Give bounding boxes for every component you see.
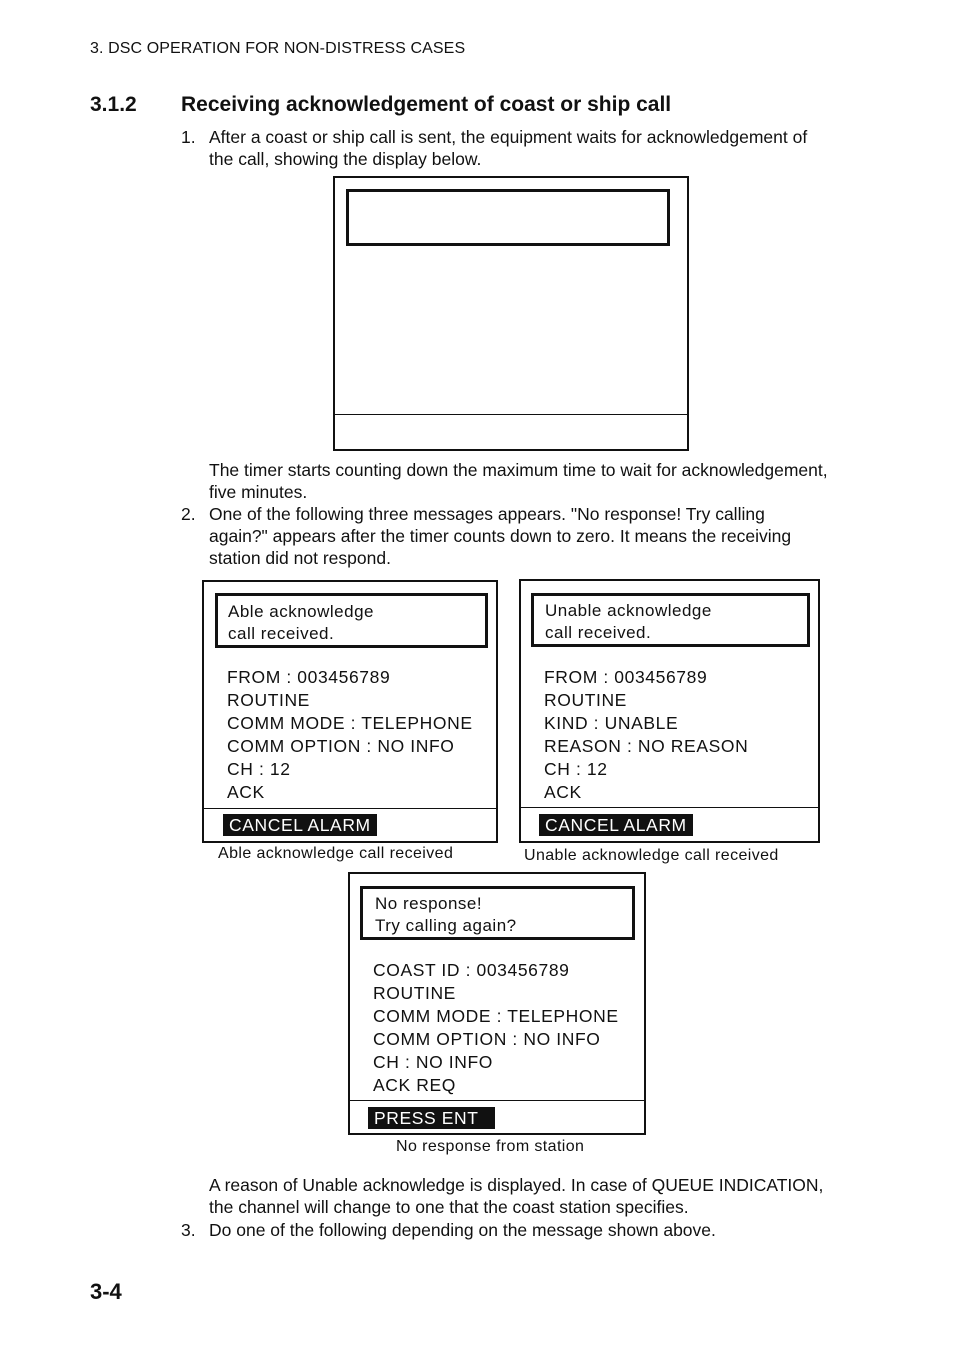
running-head: 3. DSC OPERATION FOR NON-DISTRESS CASES xyxy=(90,40,466,57)
able-ack-header-line: call received. xyxy=(228,624,335,643)
no-response-press-ent-softkey: PRESS ENT xyxy=(368,1107,495,1129)
no-response-header-line: No response! xyxy=(375,894,483,913)
waiting-display-header-box xyxy=(346,189,670,246)
timer-note-line: The timer starts counting down the maximum time to wait for acknowledgement, xyxy=(209,460,828,480)
step-3-line: Do one of the following depending on the message shown above. xyxy=(209,1220,716,1240)
unable-ack-header-line: Unable acknowledge xyxy=(545,601,712,620)
step-2-line: again?" appears after the timer counts down to zero. It means the receiving xyxy=(209,526,792,546)
unable-ack-header-box xyxy=(531,593,810,647)
step-1-text xyxy=(209,126,807,170)
able-ack-caption: Able acknowledge call received xyxy=(218,845,454,862)
no-response-divider xyxy=(350,1100,644,1101)
able-ack-body xyxy=(227,666,473,804)
able-ack-line: FROM : 003456789 xyxy=(227,667,391,687)
reason-note-line: the channel will change to one that the coast station specifies. xyxy=(209,1197,689,1217)
able-ack-line: ROUTINE xyxy=(227,690,310,710)
no-response-line: COMM MODE : TELEPHONE xyxy=(373,1006,619,1026)
reason-note-line: A reason of Unable acknowledge is displayed. In case of QUEUE INDICATION, xyxy=(209,1175,824,1195)
unable-ack-line: CH : 12 xyxy=(544,759,608,779)
able-ack-line: ACK xyxy=(227,782,265,802)
unable-ack-cancel-alarm-softkey: CANCEL ALARM xyxy=(539,814,693,836)
unable-ack-line: KIND : UNABLE xyxy=(544,713,679,733)
unable-ack-divider xyxy=(521,807,818,808)
able-ack-line: COMM MODE : TELEPHONE xyxy=(227,713,473,733)
no-response-header-box xyxy=(360,886,635,940)
waiting-display-divider xyxy=(335,414,687,415)
no-response-screen xyxy=(348,872,646,1135)
step-2-number: 2. xyxy=(181,504,196,524)
unable-ack-line: FROM : 003456789 xyxy=(544,667,708,687)
no-response-line: ROUTINE xyxy=(373,983,456,1003)
page-number: 3-4 xyxy=(90,1279,122,1304)
unable-ack-caption: Unable acknowledge call received xyxy=(524,847,779,864)
no-response-line: COMM OPTION : NO INFO xyxy=(373,1029,601,1049)
able-ack-divider xyxy=(204,808,496,809)
able-ack-header-box xyxy=(215,593,488,648)
step-2-text xyxy=(209,503,791,569)
reason-note xyxy=(209,1174,823,1218)
able-ack-header-line: Able acknowledge xyxy=(228,602,374,621)
unable-ack-line: ACK xyxy=(544,782,582,802)
unable-ack-line: REASON : NO REASON xyxy=(544,736,749,756)
no-response-caption: No response from station xyxy=(396,1138,585,1155)
step-1-line: the call, showing the display below. xyxy=(209,149,482,169)
unable-ack-body xyxy=(544,666,748,804)
step-3-number: 3. xyxy=(181,1220,196,1240)
step-2-line: One of the following three messages appears. "No response! Try calling xyxy=(209,504,765,524)
section-number: 3.1.2 xyxy=(90,93,137,116)
no-response-line: COAST ID : 003456789 xyxy=(373,960,570,980)
unable-ack-screen xyxy=(519,579,820,843)
able-ack-line: COMM OPTION : NO INFO xyxy=(227,736,455,756)
step-2-line: station did not respond. xyxy=(209,548,391,568)
unable-ack-line: ROUTINE xyxy=(544,690,627,710)
step-1-number: 1. xyxy=(181,127,196,147)
unable-ack-header-line: call received. xyxy=(545,623,652,642)
timer-note-line: five minutes. xyxy=(209,482,308,502)
no-response-line: CH : NO INFO xyxy=(373,1052,493,1072)
able-ack-cancel-alarm-softkey: CANCEL ALARM xyxy=(223,814,377,836)
section-title: Receiving acknowledgement of coast or ship call xyxy=(181,93,672,116)
timer-note xyxy=(209,459,828,503)
waiting-display xyxy=(333,176,689,451)
no-response-header-line: Try calling again? xyxy=(375,916,517,935)
step-3-text xyxy=(209,1219,716,1241)
able-ack-line: CH : 12 xyxy=(227,759,291,779)
able-ack-screen xyxy=(202,580,498,843)
step-1-line: After a coast or ship call is sent, the equipment waits for acknowledgement of xyxy=(209,127,808,147)
no-response-line: ACK REQ xyxy=(373,1075,456,1095)
no-response-body xyxy=(373,959,619,1097)
